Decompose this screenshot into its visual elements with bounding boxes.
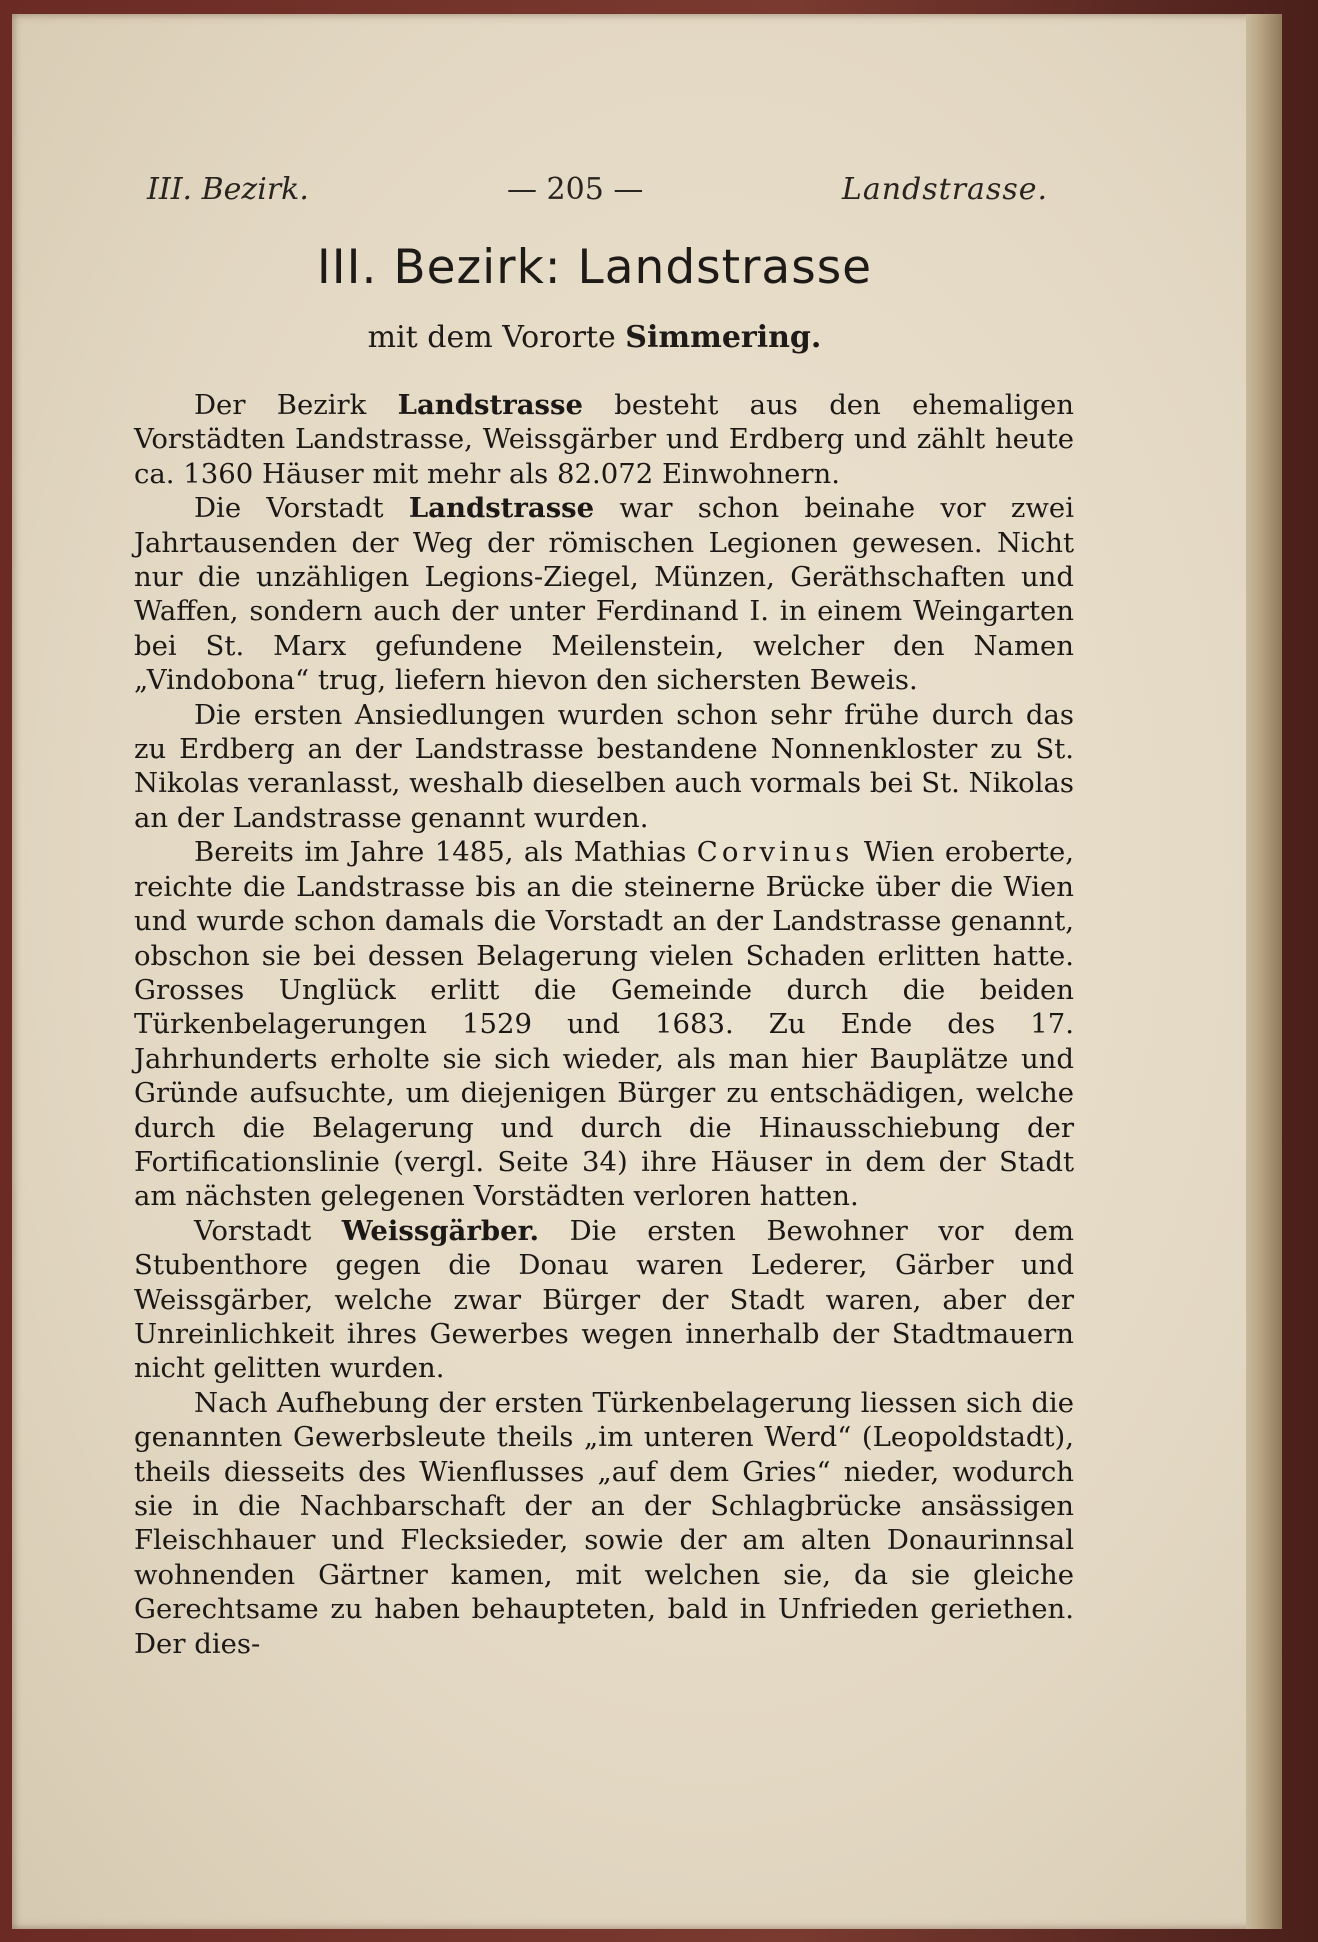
- subtitle-prefix: mit dem Vororte: [367, 320, 626, 355]
- paragraph-4-text-c: Wien eroberte, reichte die Landstrasse bis an die steinerne Brücke über die Wien und wurde schon damals die Vorstadt an der Landstrasse genannt, obschon sie bei dessen Belagerung vielen Schaden erlitten hatte. Grosses Unglück erlitt die Gemeinde durch die beiden Türkenbelagerungen 1529 und 1683. Zu Ende des 17. Jahrhunderts erholte sie sich wieder, als man hier Bauplätze und Gründe aufsuchte, um diejenigen Bürger zu entschädigen, welche durch die Belagerung und durch die Hinausschiebung der Fortificationslinie (vergl. Seite 34) ihre Häuser in dem der Stadt am nächsten gelegenen Vorstädten verloren hatten.: [134, 836, 1074, 1213]
- paragraph-3: Die ersten Ansiedlungen wurden schon sehr frühe durch das zu Erdberg an der Landstrasse bestandene Nonnenkloster zu St. Nikolas veranlasst, weshalb dieselben auch vormals bei St. Nikolas an der Landstrasse genannt wurden.: [134, 698, 1074, 834]
- paragraph-4-text-a: Bereits im Jahre 1485, als Mathias: [194, 836, 697, 869]
- subtitle-name: Simmering.: [625, 320, 822, 355]
- paragraph-1-bold: Landstrasse: [397, 389, 583, 421]
- paragraph-5: [134, 1214, 1074, 1386]
- page-number: — 205 —: [507, 172, 644, 207]
- chapter-subtitle: [12, 320, 1177, 355]
- body-text: [134, 388, 1074, 1661]
- paragraph-2-text-a: Die Vorstadt: [194, 492, 409, 525]
- paragraph-1: [134, 388, 1074, 491]
- running-head-right: Landstrasse.: [841, 172, 1048, 207]
- paragraph-4-spaced: Corvinus: [696, 836, 854, 869]
- paragraph-2: [134, 491, 1074, 697]
- running-head-left: III. Bezirk.: [147, 172, 309, 207]
- paragraph-1-text-a: Der Bezirk: [194, 389, 398, 421]
- paragraph-2-text-c: war schon beinahe vor zwei Jahrtausenden der Weg der römischen Legionen gewesen. Nicht nur die unzähligen Legions-Ziegel, Münzen, Geräthschaften und Waffen, sondern auch der unter Ferdinand I. in einem Weingarten bei St. Marx gefundene Meilenstein, welcher den Namen „Vindobona“ trug, liefern hievon den sichersten Beweis.: [134, 492, 1074, 697]
- paragraph-5-bold: Weissgärber.: [341, 1214, 540, 1247]
- page-edge: [1246, 14, 1282, 1929]
- chapter-title: III. Bezirk: Landstrasse: [316, 240, 873, 295]
- paragraph-4: [134, 835, 1074, 1213]
- paragraph-2-bold: Landstrasse: [408, 492, 595, 525]
- paragraph-6: Nach Aufhebung der ersten Türkenbelagerung liessen sich die genannten Gewerbsleute theils „im unteren Werd“ (Leopoldstadt), theils diesseits des Wienflusses „auf dem Gries“ nieder, wodurch sie in die Nachbarschaft der an der Schlagbrücke ansässigen Fleischhauer und Flecksieder, sowie der am alten Donaurinnsal wohnenden Gärtner kamen, mit welchen sie, da sie gleiche Gerechtsame zu haben behaupteten, bald in Unfrieden geriethen. Der dies-: [134, 1386, 1074, 1660]
- paragraph-5-text-a: Vorstadt: [194, 1214, 342, 1247]
- paragraph-1-text-c: besteht aus den ehemaligen Vorstädten Landstrasse, Weissgärber und Erdberg und zählt heute ca. 1360 Häuser mit mehr als 82.072 Einwohnern.: [134, 389, 1075, 490]
- book-page: [12, 14, 1282, 1929]
- paragraph-5-text-c: Die ersten Bewohner vor dem Stubenthore gegen die Donau waren Lederer, Gärber und Weissgärber, welche zwar Bürger der Stadt waren, aber der Unreinlichkeit ihres Gewerbes wegen innerhalb der Stadtmauern nicht gelitten wurden.: [134, 1214, 1074, 1385]
